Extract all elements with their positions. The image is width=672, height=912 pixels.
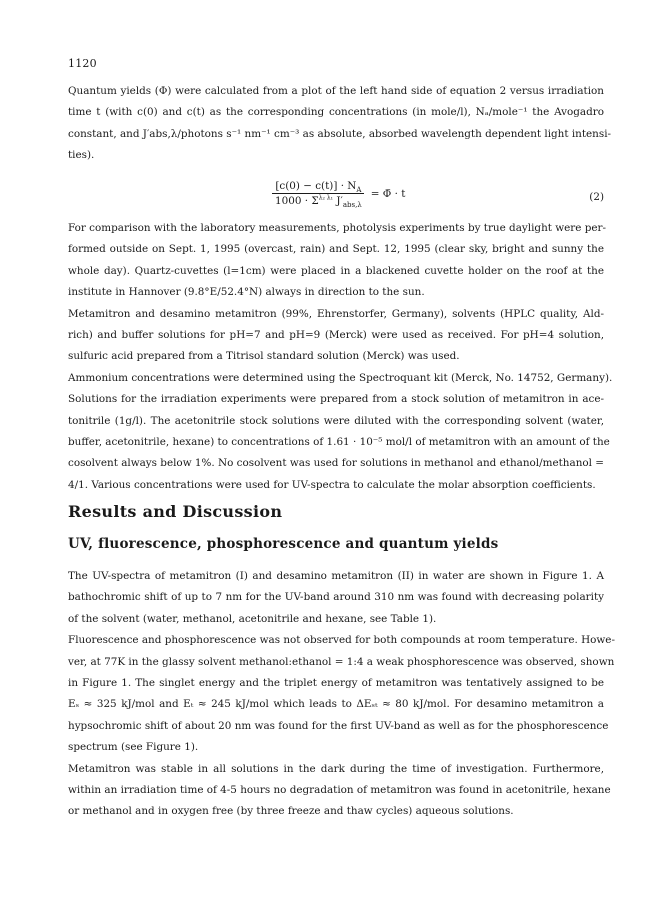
intro-paragraph <box>68 81 612 167</box>
equation-number: (2) <box>589 191 604 203</box>
text-line: whole day). Quartz-cuvettes (l=1cm) were placed in a blackened cuvette holder on the roof at the <box>68 264 604 277</box>
text-line: cosolvent always below 1%. No cosolvent was used for solutions in methanol and ethanol/methanol = <box>68 457 604 470</box>
text-line: ties). <box>68 149 95 162</box>
text-line: ver, at 77K in the glassy solvent methanol:ethanol = 1:4 a weak phosphorescence was observed, shown <box>68 655 615 668</box>
page-number: 1120 <box>68 57 97 70</box>
text-line: Fluorescence and phosphorescence was not observed for both compounds at room temperature. Howe- <box>68 634 615 647</box>
text-line: in Figure 1. The singlet energy and the triplet energy of metamitron was tentatively assigned to be <box>68 677 604 690</box>
equation-body <box>272 180 406 210</box>
text-line: time t (with c(0) and c(t) as the corresponding concentrations (in mole/l), Nₐ/mole⁻¹ the Avogadro <box>68 106 604 119</box>
text-line: rich) and buffer solutions for pH=7 and pH=9 (Merck) were used as received. For pH=4 solution, <box>68 329 604 342</box>
text-line: sulfuric acid prepared from a Titrisol standard solution (Merck) was used. <box>68 350 460 363</box>
text-line: Solutions for the irradiation experiments were prepared from a stock solution of metamitron in ace- <box>68 393 604 406</box>
text-line: institute in Hannover (9.8°E/52.4°N) always in direction to the sun. <box>68 286 425 299</box>
text-line: The UV-spectra of metamitron (I) and desamino metamitron (II) in water are shown in Figure 1. A <box>68 570 604 582</box>
equation-numerator: $[c(0) - c(t)] \cdot N_A$ <box>272 180 364 194</box>
text-line: hypsochromic shift of about 20 nm was found for the first UV-band as well as for the phosphorescence <box>68 719 609 732</box>
text-line: formed outside on Sept. 1, 1995 (overcast, rain) and Sept. 12, 1995 (clear sky, bright and sunny the <box>68 243 604 256</box>
text-line: buffer, acetonitrile, hexane) to concentrations of 1.61 · 10⁻⁵ mol/l of metamitron with an amount of the <box>68 436 610 449</box>
text-line: Quantum yields (Φ) were calculated from a plot of the left hand side of equation 2 versus irradiation <box>68 85 604 97</box>
text-line: Metamitron and desamino metamitron (99%, Ehrenstorfer, Germany), solvents (HPLC quality, Ald- <box>68 307 604 320</box>
section-heading: Results and Discussion <box>68 502 283 521</box>
equation-2 <box>68 180 604 220</box>
text-line: within an irradiation time of 4-5 hours no degradation of metamitron was found in acetonitrile, hexane <box>68 784 611 797</box>
text-line: Ammonium concentrations were determined using the Spectroquant kit (Merck, No. 14752, Germany). <box>68 371 613 384</box>
text-line: For comparison with the laboratory measurements, photolysis experiments by true daylight were per- <box>68 222 606 234</box>
equation-fraction <box>272 180 365 210</box>
subsection-heading: UV, fluorescence, phosphorescence and quantum yields <box>68 536 499 552</box>
equation-rhs: = Φ̄ · t <box>370 187 406 200</box>
text-line: tonitrile (1g/l). The acetonitrile stock solutions were diluted with the corresponding solvent (water, <box>68 414 604 427</box>
equation-denominator: $1000 \cdot \Sigma^{\lambda_2 \lambda_1}$ $J'_{abs,\lambda}$ <box>275 194 362 210</box>
text-line: of the solvent (water, methanol, acetonitrile and hexane, see Table 1). <box>68 612 437 625</box>
text-line: or methanol and in oxygen free (by three freeze and thaw cycles) aqueous solutions. <box>68 805 514 818</box>
text-line: spectrum (see Figure 1). <box>68 741 199 754</box>
text-line: 4/1. Various concentrations were used for UV-spectra to calculate the molar absorption coefficients. <box>68 478 596 491</box>
text-line: Eₛ ≈ 325 kJ/mol and Eₜ ≈ 245 kJ/mol which leads to ΔEₛₜ ≈ 80 kJ/mol. For desamino metamitron a <box>68 698 604 711</box>
results-paragraph <box>68 566 615 823</box>
text-line: bathochromic shift of up to 7 nm for the UV-band around 310 nm was found with decreasing polarity <box>68 591 604 604</box>
text-line: constant, and J′abs,λ/photons s⁻¹ nm⁻¹ cm⁻³ as absolute, absorbed wavelength dependent light intensi- <box>68 127 612 140</box>
methods-paragraph <box>68 218 613 496</box>
text-line: Metamitron was stable in all solutions in the dark during the time of investigation. Furthermore, <box>68 762 604 775</box>
